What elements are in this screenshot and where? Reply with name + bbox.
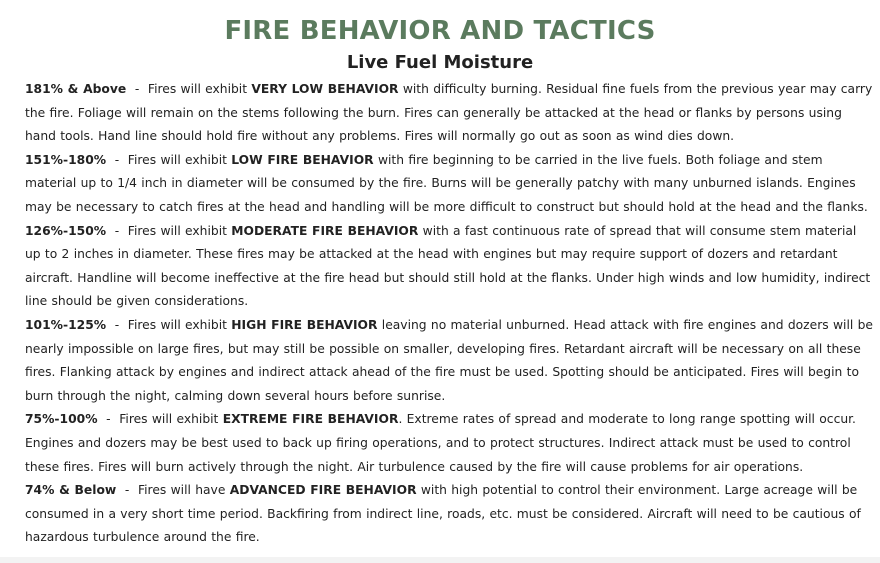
section-74-below <box>25 479 873 550</box>
section-text-lead: Fires will have <box>137 483 230 498</box>
section-text-lead: Fires will exhibit <box>127 317 232 332</box>
range-separator: - <box>106 223 128 238</box>
section-75-100 <box>25 408 873 479</box>
range-separator: - <box>126 82 148 96</box>
range-separator: - <box>106 317 128 332</box>
moisture-range: 101%-125% <box>25 317 107 332</box>
moisture-range: 126%-150% <box>25 223 107 238</box>
behavior-level: EXTREME FIRE BEHAVIOR <box>222 412 399 427</box>
range-separator: - <box>97 412 120 427</box>
section-text-body: . Extreme rates of spread and moderate to long range spotting will occur. Engines and dozers may be best used to back up firing operations, and to protect structures. Indirect attack must be used to control these fires. Fires will burn actively through the night. Air turbulence caused by the fire will cause problems for air operations. <box>25 412 856 474</box>
behavior-level: HIGH FIRE BEHAVIOR <box>231 317 378 332</box>
behavior-level: ADVANCED FIRE BEHAVIOR <box>229 483 417 498</box>
behavior-level: MODERATE FIRE BEHAVIOR <box>231 223 419 238</box>
behavior-level: LOW FIRE BEHAVIOR <box>231 152 374 167</box>
moisture-range: 181% & Above <box>25 82 127 96</box>
section-text-lead: Fires will exhibit <box>147 82 252 96</box>
section-151-180 <box>25 149 873 220</box>
section-text-body: with fire beginning to be carried in the live fuels. Both foliage and stem material up to 1/4 inch in diameter will be consumed by the fire. Burns will be generally patchy with many unburned islands. Engines may be necessary to catch fires at the head and handling will be more difficult to construct but should hold at the head and the flanks. <box>25 152 868 214</box>
range-separator: - <box>106 152 128 167</box>
page-subtitle: Live Fuel Moisture <box>346 52 534 73</box>
section-text-lead: Fires will exhibit <box>127 223 232 238</box>
fuel-moisture-sections <box>25 78 873 550</box>
moisture-range: 74% & Below <box>25 483 117 498</box>
section-text-body: leaving no material unburned. Head attack with fire engines and dozers will be nearly impossible on large fires, but may still be possible on smaller, developing fires. Retardant aircraft will be necessary on all these fires. Flanking attack by engines and indirect attack ahead of the fire must be used. Spotting should be anticipated. Fires will begin to burn through the night, calming down several hours before sunrise. <box>25 317 873 403</box>
section-text-body: with high potential to control their environment. Large acreage will be consumed in a very short time period. Backfiring from indirect line, roads, etc. must be considered. Aircraft will need to be cautious of hazardous turbulence around the fire. <box>25 483 861 545</box>
section-text-body: with a fast continuous rate of spread that will consume stem material up to 2 inches in diameter. These fires may be attacked at the head with engines but may require support of dozers and retardant aircraft. Handline will become ineffective at the fire head but should still hold at the flanks. Under high winds and low humidity, indirect line should be given considerations. <box>25 223 871 309</box>
section-101-125 <box>25 314 873 408</box>
section-181-above <box>25 78 873 149</box>
section-126-150 <box>25 220 873 314</box>
section-text-lead: Fires will exhibit <box>127 152 232 167</box>
moisture-range: 151%-180% <box>25 152 107 167</box>
range-separator: - <box>116 483 138 498</box>
section-text-lead: Fires will exhibit <box>119 412 223 427</box>
behavior-level: VERY LOW BEHAVIOR <box>251 82 399 96</box>
page-title: FIRE BEHAVIOR AND TACTICS <box>224 16 656 46</box>
moisture-range: 75%-100% <box>25 412 98 427</box>
section-text-body: with difficulty burning. Residual fine fuels from the previous year may carry the fire. Foliage will remain on the stems following the burn. Fires can generally be attacked at the head or flanks by persons using hand tools. Hand line should hold fire without any problems. Fires will normally go out as soon as wind dies down. <box>25 82 873 144</box>
